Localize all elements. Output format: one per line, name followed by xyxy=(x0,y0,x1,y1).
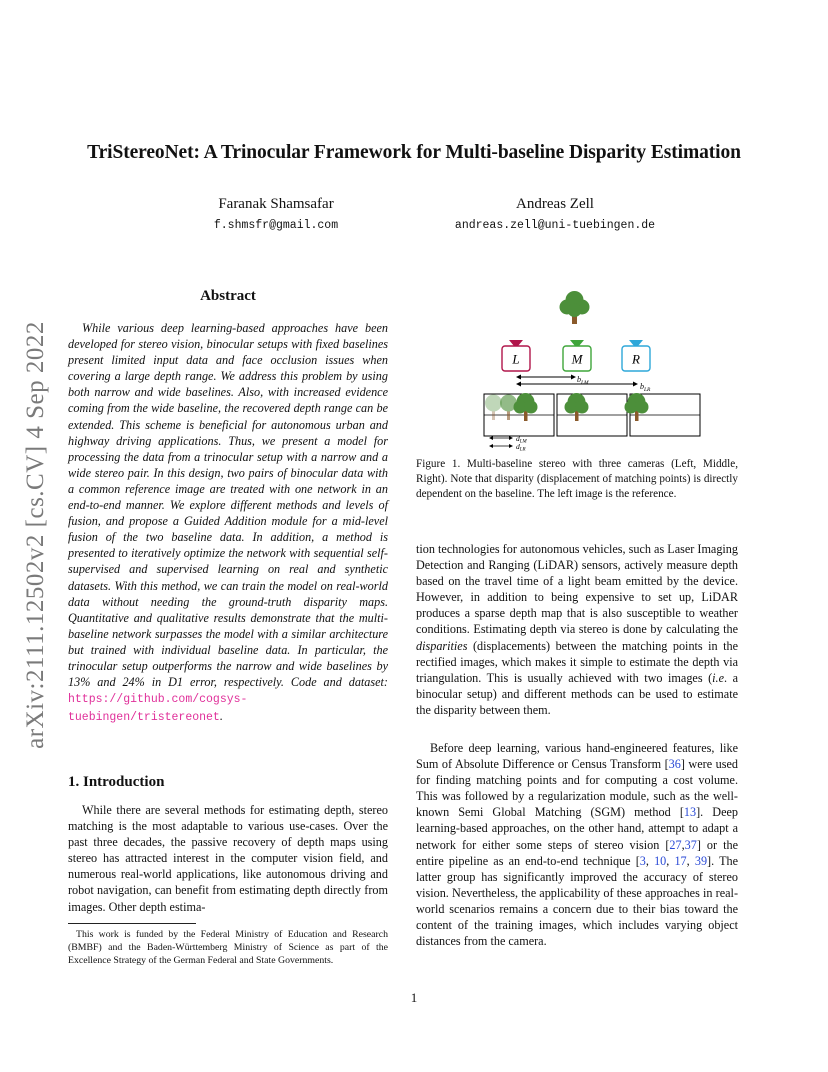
citation-link[interactable]: 37 xyxy=(684,837,697,852)
disparity-lr-label: d xyxy=(516,442,520,451)
code-link[interactable]: https://github.com/cogsys-tuebingen/tristereonet xyxy=(68,693,248,725)
right-p2-text-d: ] or the entire pipeline as an end-to-end technique [ xyxy=(416,837,738,868)
page-number: 1 xyxy=(410,990,418,1005)
arxiv-sidebar xyxy=(22,300,50,770)
citation-link[interactable]: 10 xyxy=(654,853,667,868)
right-image-frame xyxy=(625,393,701,436)
baseline-lr-sub: LR xyxy=(644,387,651,393)
right-p1-text-b: (displacements) between the matching points in the rectified images, which makes it simple to estimate the depth via triangulation. This is usually achieved with two images ( xyxy=(416,638,738,685)
author-name-1: Faranak Shamsafar xyxy=(218,196,334,212)
author-name-2: Andreas Zell xyxy=(516,196,594,212)
right-paragraph-2: Before deep learning, various hand-engineered features, like Sum of Absolute Difference or Census Transform [36] were used for finding matching points and for computing a cost volume. This was followed by a regularization module, such as the well-known Semi Global Matching (SGM) method [13]. Deep learning-based approaches, on the other hand, attempt to adapt a network for either some steps of stereo vision [27,37] or the entire pipeline as an end-to-end technique [3, 10, 17, 39]. The latter group has significantly improved the accuracy of stereo vision. Nevertheless, the applicability of these approaches in real-world scenarios remains a concern due to their bias toward the content of the training images, which includes varying object distances from the camera. xyxy=(416,741,739,949)
citation-link[interactable]: 36 xyxy=(668,757,681,772)
figure-1-caption: Figure 1. Multi-baseline stereo with three cameras (Left, Middle, Right). Note that disparity (displacement of matching points) is directly dependent on the baseline. The left image is the reference. xyxy=(416,458,738,500)
right-p1-text-c: . a binocular setup) and different methods can be used to estimate the disparity between them. xyxy=(416,670,738,717)
camera-middle-label: M xyxy=(571,351,583,367)
disparity-lr-sub: LR xyxy=(519,447,526,453)
citation-link[interactable]: 17 xyxy=(674,853,687,868)
author-email-1: f.shmsfr@gmail.com xyxy=(213,219,339,232)
right-p2-text-a: Before deep learning, various hand-engineered features, like Sum of Absolute Difference or Census Transform [ xyxy=(416,741,738,772)
right-paragraph-1 xyxy=(416,541,738,718)
abstract-text: While various deep learning-based approaches have been developed for stereo vision, binocular setups with fixed baselines present limited input data and face occlusion issues when covering a large depth range. We address this problem by using both narrow and wide baselines. Also, with increased evidence coming from the wide baseline, the recovered depth range can be extended. This scheme is beneficial for autonomous urban and highway driving applications. Thus, we present a model for processing the data from a trinocular setup with a narrow and a wide stereo pair. In this design, two pairs of binocular data with a common reference image are treated with one network in an end-to-end manner. We explore different methods and levels of fusion, and propose a Guided Addition module for a mid-level fusion of the two baseline data. In addition, a method is presented to iteratively optimize the network with sequential self-supervised and supervised learning on real and synthetic datasets. With this method, we can train the model on real-world data without needing the ground-truth disparity maps. Quantitative and qualitative results demonstrate that the multi-baseline network surpasses the model with a similar architecture but trained with individual baseline data. In particular, the trinocular setup outperforms the narrow and wide baselines by 13% and 24% in D1 error, respectively. Code and dataset: xyxy=(68,321,388,690)
right-p2-text-b: ] were used for finding matching points and for computing a cost volume. This was followed by a regularization module, such as the well-known Semi Global Matching (SGM) method [ xyxy=(416,757,738,820)
right-p1-em: disparities xyxy=(416,638,468,653)
camera-middle xyxy=(563,340,591,371)
citation-link[interactable]: 3 xyxy=(639,853,646,868)
introduction-heading: 1. Introduction xyxy=(68,774,165,790)
disparity-lm-label: d xyxy=(516,434,520,443)
citation-link[interactable]: 39 xyxy=(694,853,708,868)
abstract-heading: Abstract xyxy=(200,288,256,304)
abstract-body xyxy=(68,320,388,726)
baseline-lm-sub: LM xyxy=(581,380,589,386)
author-email-2: andreas.zell@uni-tuebingen.de xyxy=(454,219,656,232)
paper-title: TriStereoNet: A Trinocular Framework for Multi-baseline Disparity Estimation xyxy=(87,142,741,163)
figure-1-diagram xyxy=(480,286,706,456)
right-p1-ie: i.e xyxy=(712,670,724,685)
citation-link[interactable]: 13 xyxy=(683,805,697,820)
abstract-end: . xyxy=(219,709,223,724)
disparity-lm-sub: LM xyxy=(519,439,527,445)
footnote-rule xyxy=(68,923,196,924)
citation-link[interactable]: 27 xyxy=(669,837,682,852)
right-p2-text-c: ]. Deep learning-based approaches, on the other hand, attempt to adapt a network for either some steps of stereo vision [ xyxy=(416,805,738,852)
right-p1-text-a: tion technologies for autonomous vehicles, such as Laser Imaging Detection and Ranging (LiDAR) sensors, actively measure depth based on the travel time of a light beam emitted by the device. However, in addition to being expensive to set up, LiDAR produces a sparse depth map that is also susceptible to weather conditions. Estimating depth via stereo is done by calculating the xyxy=(416,542,738,637)
baseline-lr-label: b xyxy=(640,382,644,391)
camera-right xyxy=(622,340,650,371)
baseline-lm-label: b xyxy=(577,375,581,384)
introduction-paragraph: While there are several methods for estimating depth, stereo matching is the most adaptable to various use-cases. Over the past three decades, the passive recovery of depth maps using stereo has attracted interest in the computer vision field, and numerous real-world applications, like autonomous driving and robot navigation, can benefit from estimating depth directly from images. Other depth estima- xyxy=(68,803,388,914)
footnote: This work is funded by the Federal Ministry of Education and Research (BMBF) and the Baden-Württemberg Ministry of Science as part of the Excellence Strategy of the German Federal and State Governments. xyxy=(68,929,388,966)
svg-text:bLR xyxy=(640,382,651,393)
camera-right-label: R xyxy=(632,351,640,367)
camera-left-label: L xyxy=(512,351,520,367)
left-image-frame xyxy=(484,393,554,436)
scene-tree-icon xyxy=(560,291,590,324)
arxiv-id: arXiv:2111.12502v2 [cs.CV] 4 Sep 2022 xyxy=(22,321,49,749)
camera-left xyxy=(502,340,530,371)
right-p2-text-e: ]. The latter group has significantly improved the accuracy of stereo vision. Nevertheless, the applicability of these approaches in real-world scenarios remains a concern due to their bias toward the content of the training images, which includes varying object distances from the camera. xyxy=(416,853,739,949)
middle-image-frame xyxy=(557,393,627,436)
